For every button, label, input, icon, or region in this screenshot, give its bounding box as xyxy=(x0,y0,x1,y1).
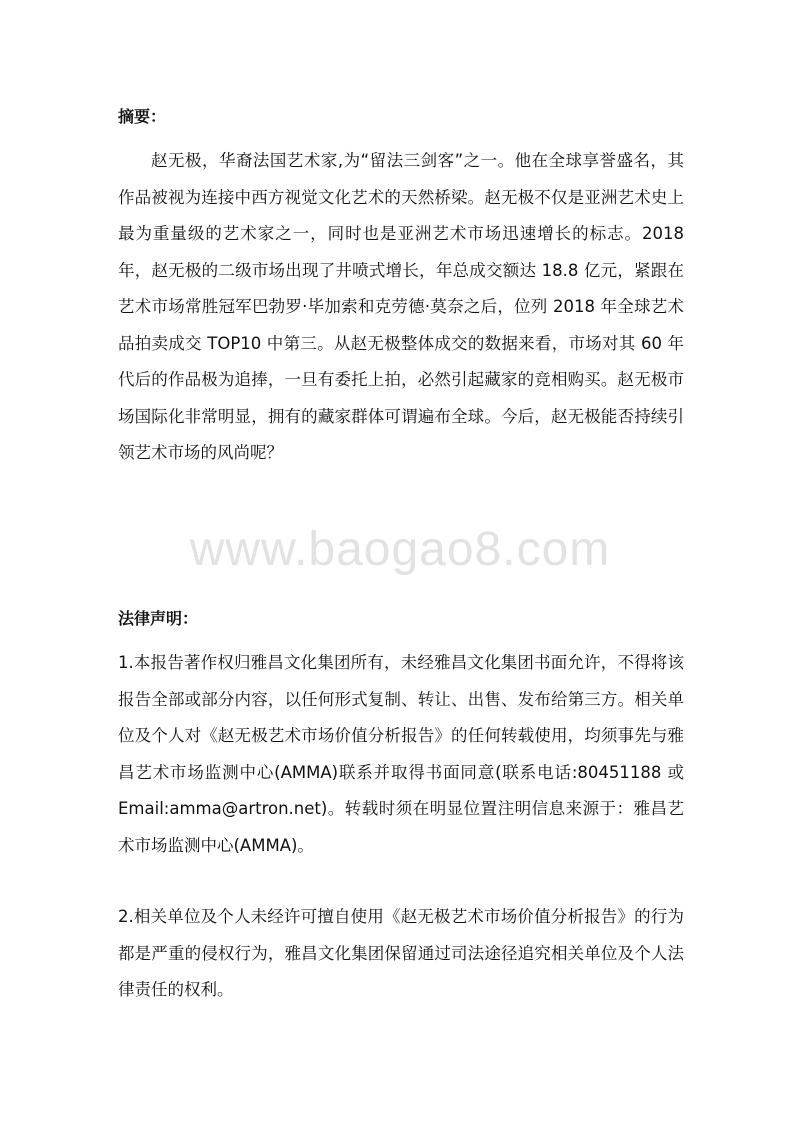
legal-item-2: 2.相关单位及个人未经许可擅自使用《赵无极艺术市场价值分析报告》的行为都是严重的侵权行为，雅昌文化集团保留通过司法途径追究相关单位及个人法律责任的权利。 xyxy=(118,907,684,999)
abstract-paragraph: 赵无极，华裔法国艺术家,为“留法三剑客”之一。他在全球享誉盛名，其作品被视为连接中西方视觉文化艺术的天然桥梁。赵无极不仅是亚洲艺术史上最为重量级的艺术家之一，同时也是亚洲艺术市场迅速增长的标志。2018 年，赵无极的二级市场出现了井喷式增长，年总成交额达 18.8 亿元，紧跟在艺术市场常胜冠军巴勃罗·毕加索和克劳德·莫奈之后，位列 2018 年全球艺术品拍卖成交 TOP10 中第三。从赵无极整体成交的数据来看，市场对其 60 年代后的作品极为追捧，一旦有委托上拍，必然引起藏家的竞相购买。赵无极市场国际化非常明显，拥有的藏家群体可谓遍布全球。今后，赵无极能否持续引领艺术市场的风尚呢？ xyxy=(118,151,684,462)
legal-heading: 法律声明： xyxy=(118,609,199,628)
watermark: www.baogao8.com xyxy=(189,523,611,576)
legal-item-1: 1.本报告著作权归雅昌文化集团所有，未经雅昌文化集团书面允许，不得将该报告全部或部分内容，以任何形式复制、转让、出售、发布给第三方。相关单位及个人对《赵无极艺术市场价值分析报告》的任何转载使用，均须事先与雅昌艺术市场监测中心(AMMA)联系并取得书面同意(联系电话:80451188 或Email:amma@artron.net)。转载时须在明显位置注明信息来源于：雅昌艺术市场监测中心(AMMA)。 xyxy=(118,653,684,855)
abstract-heading: 摘要： xyxy=(118,107,167,126)
